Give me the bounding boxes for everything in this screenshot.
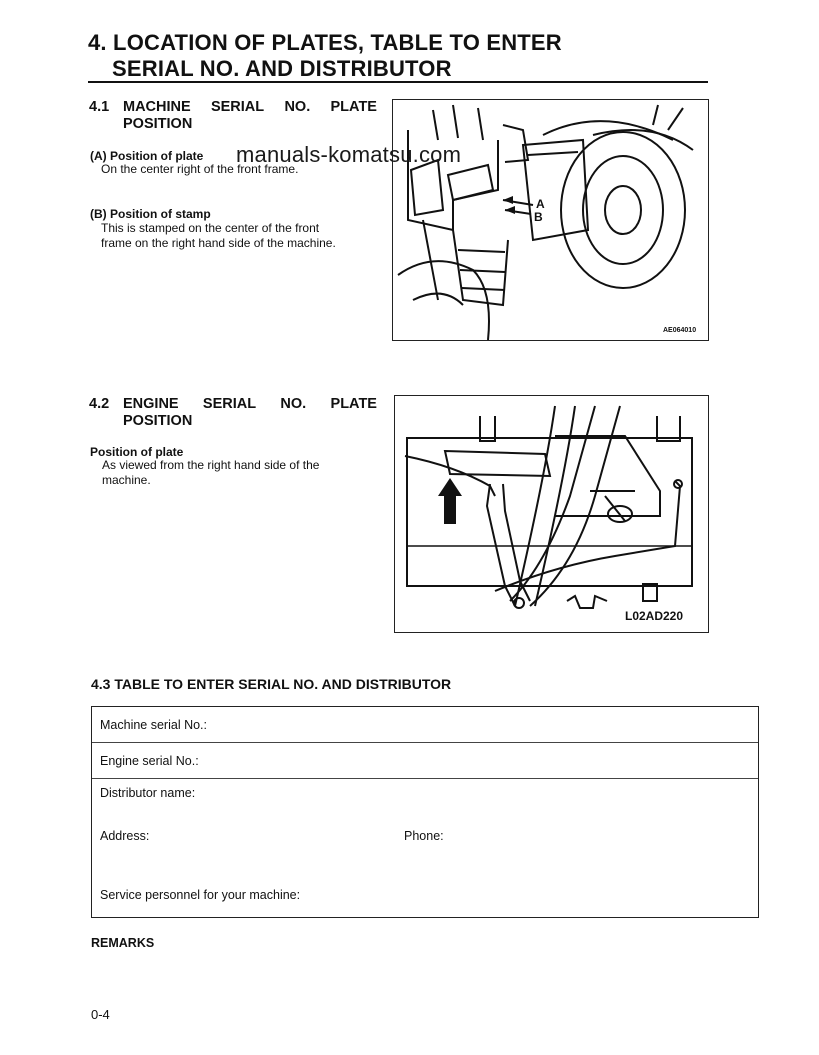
section-number: 4.2 bbox=[89, 396, 110, 412]
section-4-3-heading: 4.3 TABLE TO ENTER SERIAL NO. AND DISTRIBUTOR bbox=[91, 676, 452, 692]
heading-line2: POSITION bbox=[123, 116, 193, 132]
figure-label-b: B bbox=[534, 210, 543, 224]
heading-word: NO. bbox=[280, 396, 307, 412]
address-label: Address: bbox=[100, 829, 150, 843]
page-title bbox=[88, 30, 562, 82]
stamp-position-text-2: frame on the right hand side of the machine. bbox=[101, 236, 336, 250]
section-4-2-heading bbox=[89, 396, 377, 430]
heading-word: SERIAL bbox=[202, 396, 257, 412]
machine-serial-label: Machine serial No.: bbox=[100, 718, 207, 732]
heading-word: PLATE bbox=[330, 99, 377, 115]
figure-code: AE064010 bbox=[663, 327, 697, 334]
plate-position-text: On the center right of the front frame. bbox=[101, 162, 299, 176]
stamp-position-text-1: This is stamped on the center of the front bbox=[101, 221, 320, 235]
engine-plate-text-2: machine. bbox=[102, 473, 151, 487]
heading-word: MACHINE bbox=[123, 99, 191, 115]
engine-plate-text-1: As viewed from the right hand side of the bbox=[102, 458, 320, 472]
figure-label-a: A bbox=[536, 197, 545, 211]
heading-word: ENGINE bbox=[123, 396, 179, 412]
machine-illustration bbox=[393, 100, 708, 340]
phone-label: Phone: bbox=[404, 829, 444, 843]
heading-line2: POSITION bbox=[123, 413, 193, 429]
engine-serial-label: Engine serial No.: bbox=[100, 754, 199, 768]
heading-word: PLATE bbox=[330, 396, 377, 412]
table-row bbox=[92, 743, 758, 779]
page-title-line1: 4. LOCATION OF PLATES, TABLE TO ENTER bbox=[88, 30, 562, 55]
heading-word: NO. bbox=[284, 99, 311, 115]
distributor-name-label: Distributor name: bbox=[100, 786, 196, 800]
table-row bbox=[92, 779, 758, 917]
page-number: 0-4 bbox=[91, 1007, 110, 1022]
section-4-1-heading bbox=[89, 99, 377, 133]
plate-position-heading: (A) Position of plate bbox=[90, 149, 204, 163]
stamp-position-heading: (B) Position of stamp bbox=[90, 207, 211, 221]
engine-plate-heading: Position of plate bbox=[90, 445, 184, 459]
service-personnel-label: Service personnel for your machine: bbox=[100, 888, 301, 902]
serial-distributor-table bbox=[91, 706, 759, 918]
table-row bbox=[92, 707, 758, 743]
section-number: 4.1 bbox=[89, 99, 110, 115]
figure-engine-plate bbox=[394, 395, 709, 633]
engine-illustration bbox=[395, 396, 708, 632]
heading-word: SERIAL bbox=[210, 99, 265, 115]
figure-code: L02AD220 bbox=[625, 609, 684, 623]
remarks-heading: REMARKS bbox=[91, 936, 155, 950]
figure-machine-plate bbox=[392, 99, 709, 341]
watermark: manuals-komatsu.com bbox=[236, 142, 462, 167]
page-title-line2: SERIAL NO. AND DISTRIBUTOR bbox=[112, 56, 452, 81]
title-rule bbox=[88, 81, 708, 83]
